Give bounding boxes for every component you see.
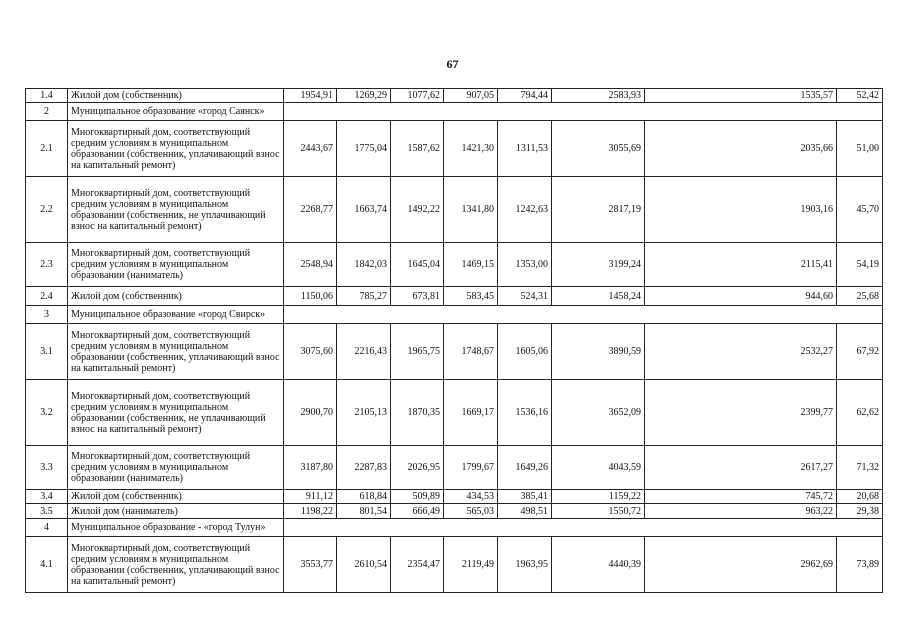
value-cell-1: 2443,67 bbox=[284, 121, 337, 177]
row-number: 3.5 bbox=[26, 504, 68, 519]
value-cell-8: 54,19 bbox=[837, 243, 883, 287]
table-row bbox=[26, 490, 883, 504]
section-empty-cell bbox=[284, 103, 883, 121]
value-cell-3: 1645,04 bbox=[391, 243, 444, 287]
section-row bbox=[26, 519, 883, 537]
value-cell-2: 618,84 bbox=[337, 490, 391, 504]
value-cell-1: 911,12 bbox=[284, 490, 337, 504]
value-cell-5: 1963,95 bbox=[498, 537, 552, 593]
value-cell-3: 1965,75 bbox=[391, 324, 444, 380]
value-cell-6: 2583,93 bbox=[552, 89, 645, 103]
value-cell-8: 29,38 bbox=[837, 504, 883, 519]
value-cell-5: 1242,63 bbox=[498, 177, 552, 243]
section-row bbox=[26, 103, 883, 121]
row-description: Многоквартирный дом, соответствующий средним условиям в муниципальном образовании (собственник, не уплачивающий взнос на капитальный ремонт) bbox=[68, 380, 284, 446]
row-description: Многоквартирный дом, соответствующий средним условиям в муниципальном образовании (наниматель) bbox=[68, 446, 284, 490]
value-cell-3: 673,81 bbox=[391, 287, 444, 306]
value-cell-2: 1663,74 bbox=[337, 177, 391, 243]
value-cell-7: 1903,16 bbox=[645, 177, 837, 243]
value-cell-3: 1870,35 bbox=[391, 380, 444, 446]
value-cell-8: 71,32 bbox=[837, 446, 883, 490]
value-cell-1: 2900,70 bbox=[284, 380, 337, 446]
row-number: 2.4 bbox=[26, 287, 68, 306]
row-number: 4 bbox=[26, 519, 68, 537]
row-description: Многоквартирный дом, соответствующий средним условиям в муниципальном образовании (собственник, не уплачивающий взнос на капитальный ремонт) bbox=[68, 177, 284, 243]
row-number: 2 bbox=[26, 103, 68, 121]
value-cell-5: 1353,00 bbox=[498, 243, 552, 287]
value-cell-5: 1311,53 bbox=[498, 121, 552, 177]
value-cell-3: 2354,47 bbox=[391, 537, 444, 593]
value-cell-4: 1341,80 bbox=[444, 177, 498, 243]
row-number: 2.1 bbox=[26, 121, 68, 177]
value-cell-2: 2287,83 bbox=[337, 446, 391, 490]
value-cell-5: 794,44 bbox=[498, 89, 552, 103]
value-cell-7: 2399,77 bbox=[645, 380, 837, 446]
row-number: 1.4 bbox=[26, 89, 68, 103]
value-cell-4: 1469,15 bbox=[444, 243, 498, 287]
value-cell-1: 1198,22 bbox=[284, 504, 337, 519]
row-description: Жилой дом (собственник) bbox=[68, 287, 284, 306]
table-row bbox=[26, 446, 883, 490]
value-cell-6: 4440,39 bbox=[552, 537, 645, 593]
value-cell-3: 1077,62 bbox=[391, 89, 444, 103]
section-title: Муниципальное образование - «город Тулун» bbox=[68, 519, 284, 537]
value-cell-6: 1159,22 bbox=[552, 490, 645, 504]
value-cell-3: 2026,95 bbox=[391, 446, 444, 490]
table-row bbox=[26, 287, 883, 306]
value-cell-4: 583,45 bbox=[444, 287, 498, 306]
value-cell-2: 1775,04 bbox=[337, 121, 391, 177]
table-row bbox=[26, 537, 883, 593]
row-number: 3.2 bbox=[26, 380, 68, 446]
value-cell-2: 785,27 bbox=[337, 287, 391, 306]
value-cell-6: 2817,19 bbox=[552, 177, 645, 243]
value-cell-3: 509,89 bbox=[391, 490, 444, 504]
value-cell-5: 385,41 bbox=[498, 490, 552, 504]
value-cell-8: 51,00 bbox=[837, 121, 883, 177]
row-description: Жилой дом (наниматель) bbox=[68, 504, 284, 519]
row-number: 3.4 bbox=[26, 490, 68, 504]
row-number: 3.3 bbox=[26, 446, 68, 490]
value-cell-4: 1669,17 bbox=[444, 380, 498, 446]
table-row bbox=[26, 243, 883, 287]
row-description: Многоквартирный дом, соответствующий средним условиям в муниципальном образовании (собственник, уплачивающий взнос на капитальный ремонт) bbox=[68, 121, 284, 177]
value-cell-4: 1421,30 bbox=[444, 121, 498, 177]
value-cell-6: 1458,24 bbox=[552, 287, 645, 306]
value-cell-5: 1536,16 bbox=[498, 380, 552, 446]
value-cell-4: 565,03 bbox=[444, 504, 498, 519]
value-cell-7: 745,72 bbox=[645, 490, 837, 504]
table-row bbox=[26, 89, 883, 103]
row-description: Жилой дом (собственник) bbox=[68, 89, 284, 103]
value-cell-2: 1269,29 bbox=[337, 89, 391, 103]
section-title: Муниципальное образование «город Саянск» bbox=[68, 103, 284, 121]
row-description: Многоквартирный дом, соответствующий средним условиям в муниципальном образовании (собственник, уплачивающий взнос на капитальный ремонт) bbox=[68, 324, 284, 380]
value-cell-1: 3187,80 bbox=[284, 446, 337, 490]
row-number: 2.2 bbox=[26, 177, 68, 243]
table-row bbox=[26, 324, 883, 380]
value-cell-5: 524,31 bbox=[498, 287, 552, 306]
value-cell-3: 1587,62 bbox=[391, 121, 444, 177]
page-number: 67 bbox=[446, 57, 459, 71]
value-cell-4: 2119,49 bbox=[444, 537, 498, 593]
section-title: Муниципальное образование «город Свирск» bbox=[68, 306, 284, 324]
table-row bbox=[26, 177, 883, 243]
value-cell-4: 1799,67 bbox=[444, 446, 498, 490]
value-cell-1: 3075,60 bbox=[284, 324, 337, 380]
value-cell-8: 67,92 bbox=[837, 324, 883, 380]
table-row bbox=[26, 121, 883, 177]
value-cell-6: 3055,69 bbox=[552, 121, 645, 177]
value-cell-6: 4043,59 bbox=[552, 446, 645, 490]
value-cell-3: 666,49 bbox=[391, 504, 444, 519]
value-cell-5: 1649,26 bbox=[498, 446, 552, 490]
value-cell-6: 1550,72 bbox=[552, 504, 645, 519]
value-cell-2: 1842,03 bbox=[337, 243, 391, 287]
value-cell-1: 2548,94 bbox=[284, 243, 337, 287]
section-row bbox=[26, 306, 883, 324]
row-description: Многоквартирный дом, соответствующий средним условиям в муниципальном образовании (наниматель) bbox=[68, 243, 284, 287]
section-empty-cell bbox=[284, 519, 883, 537]
value-cell-8: 20,68 bbox=[837, 490, 883, 504]
value-cell-4: 907,05 bbox=[444, 89, 498, 103]
value-cell-2: 2216,43 bbox=[337, 324, 391, 380]
value-cell-2: 2105,13 bbox=[337, 380, 391, 446]
value-cell-7: 944,60 bbox=[645, 287, 837, 306]
table-body bbox=[26, 89, 883, 593]
value-cell-1: 1954,91 bbox=[284, 89, 337, 103]
table-row bbox=[26, 504, 883, 519]
value-cell-6: 3890,59 bbox=[552, 324, 645, 380]
row-description: Жилой дом (собственник) bbox=[68, 490, 284, 504]
value-cell-8: 62,62 bbox=[837, 380, 883, 446]
value-cell-6: 3652,09 bbox=[552, 380, 645, 446]
value-cell-7: 2035,66 bbox=[645, 121, 837, 177]
value-cell-8: 25,68 bbox=[837, 287, 883, 306]
value-cell-5: 1605,06 bbox=[498, 324, 552, 380]
value-cell-4: 434,53 bbox=[444, 490, 498, 504]
row-number: 3.1 bbox=[26, 324, 68, 380]
value-cell-7: 963,22 bbox=[645, 504, 837, 519]
value-cell-7: 2962,69 bbox=[645, 537, 837, 593]
value-cell-7: 2532,27 bbox=[645, 324, 837, 380]
row-number: 3 bbox=[26, 306, 68, 324]
value-cell-8: 52,42 bbox=[837, 89, 883, 103]
row-number: 2.3 bbox=[26, 243, 68, 287]
value-cell-8: 45,70 bbox=[837, 177, 883, 243]
value-cell-7: 2617,27 bbox=[645, 446, 837, 490]
value-cell-6: 3199,24 bbox=[552, 243, 645, 287]
value-cell-2: 2610,54 bbox=[337, 537, 391, 593]
value-cell-4: 1748,67 bbox=[444, 324, 498, 380]
value-cell-7: 1535,57 bbox=[645, 89, 837, 103]
value-cell-1: 1150,06 bbox=[284, 287, 337, 306]
value-cell-7: 2115,41 bbox=[645, 243, 837, 287]
value-cell-1: 2268,77 bbox=[284, 177, 337, 243]
table-row bbox=[26, 380, 883, 446]
value-cell-3: 1492,22 bbox=[391, 177, 444, 243]
value-cell-2: 801,54 bbox=[337, 504, 391, 519]
row-description: Многоквартирный дом, соответствующий средним условиям в муниципальном образовании (собственник, уплачивающий взнос на капитальный ремонт) bbox=[68, 537, 284, 593]
value-cell-1: 3553,77 bbox=[284, 537, 337, 593]
value-cell-5: 498,51 bbox=[498, 504, 552, 519]
value-cell-8: 73,89 bbox=[837, 537, 883, 593]
section-empty-cell bbox=[284, 306, 883, 324]
tariff-table bbox=[25, 88, 883, 593]
row-number: 4.1 bbox=[26, 537, 68, 593]
